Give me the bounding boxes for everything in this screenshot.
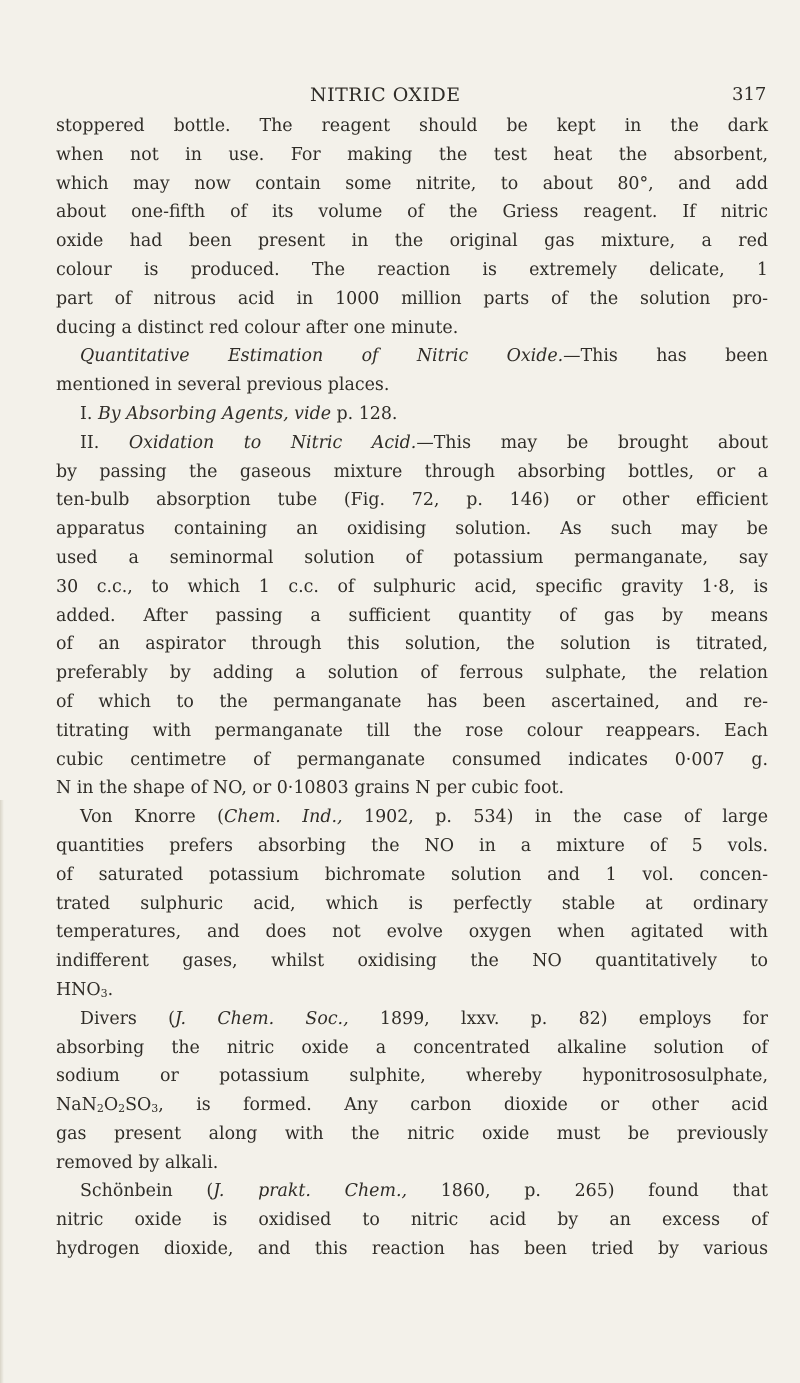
text-segment: sodium or potassium sulphite, whereby hyponitrososulphate, <box>56 1066 768 1087</box>
running-head: NITRIC OXIDE <box>310 84 461 106</box>
text-line <box>56 458 768 487</box>
text-line <box>56 486 768 515</box>
text-line <box>56 659 768 688</box>
text-segment: 1902, p. 534) in the case of large <box>342 807 768 828</box>
text-line <box>56 256 768 285</box>
text-segment: absorbing the nitric oxide a concentrated alkaline solution of <box>56 1037 768 1058</box>
text-segment: p. 128. <box>331 403 398 424</box>
body-text <box>56 112 768 1264</box>
text-line <box>56 573 768 602</box>
text-segment: gas present along with the nitric oxide must be previously <box>56 1123 768 1144</box>
italic-text: Quantitative Estimation of Nitric Oxide. <box>80 346 564 367</box>
subscript: 3 <box>100 986 108 1000</box>
text-segment: temperatures, and does not evolve oxygen when agitated with <box>56 922 768 943</box>
text-line <box>56 746 768 775</box>
text-line <box>56 1235 768 1264</box>
text-segment: NaN <box>56 1095 97 1116</box>
text-line <box>56 1034 768 1063</box>
text-line <box>56 544 768 573</box>
text-segment: apparatus containing an oxidising solution. As such may be <box>56 519 768 540</box>
text-segment: HNO <box>56 979 101 1000</box>
text-line <box>56 227 768 256</box>
text-segment: mentioned in several previous places. <box>56 375 390 396</box>
italic-text: Chem. Ind., <box>223 807 343 828</box>
text-line <box>56 285 768 314</box>
page-edge-shadow <box>0 800 4 1383</box>
text-segment: stoppered bottle. The reagent should be kept in the dark <box>56 116 768 136</box>
text-segment: ten-bulb absorption tube (Fig. 72, p. 146) or other efficient <box>56 490 768 511</box>
text-segment: Divers ( <box>80 1008 175 1029</box>
text-line <box>56 890 768 919</box>
text-line <box>56 342 768 371</box>
italic-text: J. prakt. Chem., <box>213 1181 408 1202</box>
text-line <box>56 1120 768 1149</box>
text-line <box>56 198 768 227</box>
page-number: 317 <box>732 84 767 105</box>
text-line <box>56 1062 768 1091</box>
italic-text: J. Chem. Soc., <box>174 1008 349 1029</box>
text-segment: N in the shape of NO, or 0·10803 grains N per cubic foot. <box>56 778 565 799</box>
text-segment: used a seminormal solution of potassium permanganate, say <box>56 547 768 568</box>
text-line <box>56 515 768 544</box>
text-segment: hydrogen dioxide, and this reaction has been tried by various <box>56 1239 768 1260</box>
text-segment: oxide had been present in the original gas mixture, a red <box>56 231 768 252</box>
text-line <box>56 976 768 1005</box>
text-segment: SO <box>125 1095 152 1116</box>
text-line <box>56 861 768 890</box>
text-segment: when not in use. For making the test heat the absorbent, <box>56 144 768 165</box>
subscript: 2 <box>96 1102 104 1116</box>
text-segment: II. <box>80 432 129 453</box>
subscript: 3 <box>151 1102 159 1116</box>
italic-text: By Absorbing Agents, vide <box>97 403 331 424</box>
text-segment: Von Knorre ( <box>80 807 224 828</box>
text-segment: Schönbein ( <box>80 1181 214 1202</box>
text-line <box>56 112 768 141</box>
text-segment: , is formed. Any carbon dioxide or other acid <box>158 1095 768 1116</box>
text-segment: of an aspirator through this solution, the solution is titrated, <box>56 634 768 655</box>
text-segment: which may now contain some nitrite, to about 80°, and add <box>56 173 768 194</box>
text-line <box>56 803 768 832</box>
text-segment: 30 c.c., to which 1 c.c. of sulphuric acid, specific gravity 1·8, is <box>56 576 768 597</box>
text-line <box>56 832 768 861</box>
text-line <box>56 371 768 400</box>
text-segment: nitric oxide is oxidised to nitric acid by an excess of <box>56 1210 768 1231</box>
text-segment: O <box>103 1095 119 1116</box>
text-line <box>56 141 768 170</box>
text-segment: . <box>107 979 114 1000</box>
text-segment: —This has been <box>563 346 768 367</box>
text-line <box>56 774 768 803</box>
text-line <box>56 400 768 429</box>
text-segment: preferably by adding a solution of ferrous sulphate, the relation <box>56 663 768 684</box>
text-segment: removed by alkali. <box>56 1152 219 1173</box>
text-line <box>56 1091 768 1120</box>
text-line <box>56 1149 768 1178</box>
text-line <box>56 1005 768 1034</box>
text-segment: 1899, lxxv. p. 82) employs for <box>348 1008 768 1029</box>
text-segment: part of nitrous acid in 1000 million parts of the solution pro- <box>56 288 768 309</box>
text-segment: titrating with permanganate till the rose colour reappears. Each <box>56 720 768 741</box>
text-line <box>56 918 768 947</box>
text-line <box>56 1206 768 1235</box>
text-line <box>56 688 768 717</box>
text-segment: of which to the permanganate has been ascertained, and re- <box>56 691 768 712</box>
text-segment: about one-fifth of its volume of the Griess reagent. If nitric <box>56 202 768 223</box>
text-segment: I. <box>80 403 98 424</box>
text-line <box>56 314 768 343</box>
text-line <box>56 717 768 746</box>
text-segment: indifferent gases, whilst oxidising the NO quantitatively to <box>56 951 768 972</box>
text-segment: cubic centimetre of permanganate consumed indicates 0·007 g. <box>56 749 768 770</box>
text-line <box>56 602 768 631</box>
text-line <box>56 170 768 199</box>
text-segment: added. After passing a sufficient quantity of gas by means <box>56 605 768 626</box>
text-segment: 1860, p. 265) found that <box>407 1181 768 1202</box>
text-line <box>56 429 768 458</box>
text-segment: ducing a distinct red colour after one minute. <box>56 317 459 338</box>
text-line <box>56 947 768 976</box>
text-line <box>56 630 768 659</box>
text-line <box>56 1177 768 1206</box>
text-segment: of saturated potassium bichromate solution and 1 vol. concen- <box>56 864 768 885</box>
text-segment: trated sulphuric acid, which is perfectly stable at ordinary <box>56 893 768 914</box>
text-segment: —This may be brought about <box>416 432 769 453</box>
italic-text: Oxidation to Nitric Acid. <box>128 432 417 453</box>
text-segment: quantities prefers absorbing the NO in a mixture of 5 vols. <box>56 835 768 856</box>
text-segment: colour is produced. The reaction is extremely delicate, 1 <box>56 259 768 280</box>
subscript: 2 <box>118 1102 126 1116</box>
text-segment: by passing the gaseous mixture through absorbing bottles, or a <box>56 461 768 482</box>
